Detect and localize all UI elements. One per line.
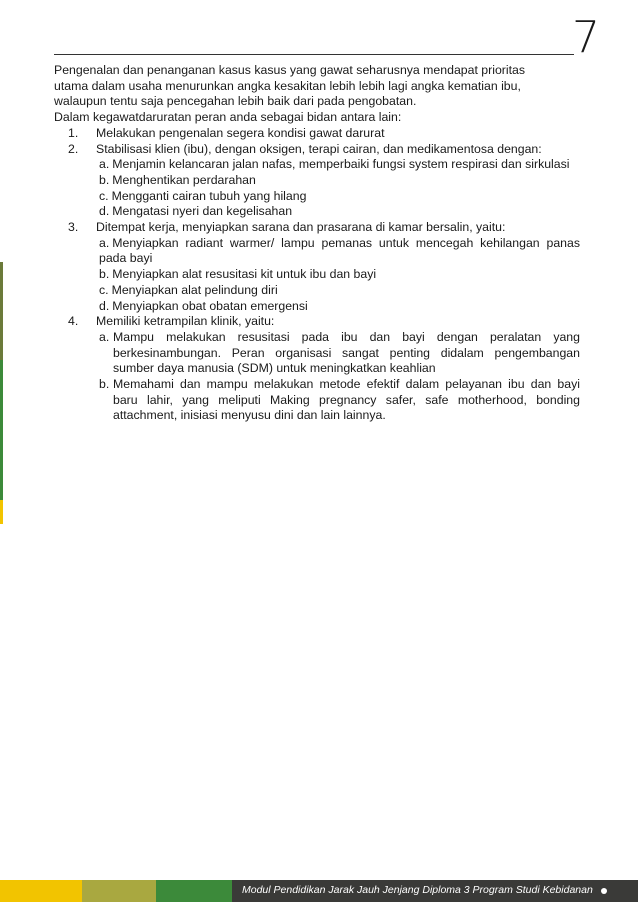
item-number: 2. (68, 141, 79, 156)
sub-text: Menyiapkan alat resusitasi kit untuk ibu dan bayi (112, 267, 377, 282)
sub-text: Menghentikan perdarahan (112, 172, 256, 187)
sub-letter: d. (99, 298, 110, 313)
role-list (54, 126, 580, 424)
sub-letter: b. (99, 267, 110, 282)
intro-paragraph (54, 63, 580, 126)
item-text: Melakukan pengenalan segera kondisi gawat darurat (96, 125, 385, 140)
sub-text: Memahami dan mampu melakukan metode efektif dalam pelayanan ibu dan bayi baru lahir, yang meliputi Making pregnancy safer, safe motherhood, bonding attachment, inisiasi menyusu dini dan lain lainnya. (113, 377, 580, 423)
page-body (54, 63, 580, 424)
list-item (54, 126, 580, 142)
item-number: 4. (68, 314, 79, 329)
sub-letter: d. (99, 204, 110, 219)
sub-list (96, 236, 580, 315)
item-text: Memiliki ketrampilan klinik, yaitu: (96, 314, 275, 329)
sub-item (99, 189, 580, 205)
item-number: 3. (68, 220, 79, 235)
page-number: 7 (572, 12, 600, 63)
side-marker (0, 262, 3, 360)
footer-bar (0, 880, 638, 902)
header-rule (54, 54, 574, 55)
sub-item (99, 173, 580, 189)
intro-line: utama dalam usaha menurunkan angka kesakitan lebih lebih lagi angka kematian ibu, (54, 78, 521, 93)
item-text: Stabilisasi klien (ibu), dengan oksigen, terapi cairan, dan medikamentosa dengan: (96, 141, 542, 156)
list-item (54, 220, 580, 314)
sub-letter: c. (99, 188, 109, 203)
item-number: 1. (68, 125, 79, 140)
footer-color-block (82, 880, 156, 902)
sub-item (99, 157, 580, 173)
sub-letter: c. (99, 282, 109, 297)
sub-item (99, 267, 580, 283)
sub-letter: b. (99, 377, 110, 392)
sub-list (96, 330, 580, 424)
sub-item (99, 299, 580, 315)
sub-text: Menjamin kelancaran jalan nafas, memperbaiki fungsi system respirasi dan sirkulasi (112, 157, 570, 172)
sub-item (99, 204, 580, 220)
sub-text: Menyiapkan alat pelindung diri (111, 282, 278, 297)
sub-letter: a. (99, 235, 110, 250)
intro-line: Dalam kegawatdaruratan peran anda sebagai bidan antara lain: (54, 110, 402, 125)
sub-letter: a. (99, 329, 110, 344)
footer-title: Modul Pendidikan Jarak Jauh Jenjang Diploma 3 Program Studi Kebidanan (242, 884, 593, 896)
sub-item (99, 236, 580, 267)
sub-text: Mampu melakukan resusitasi pada ibu dan bayi dengan peralatan yang berkesinambungan. Peran organisasi sangat penting didalam pengembangan sumber daya manusia (SDM) untuk meningkatkan keahlian (113, 329, 580, 376)
sub-letter: b. (99, 172, 110, 187)
side-marker (0, 360, 3, 500)
sub-item (99, 377, 580, 424)
sub-text: Menyiapkan radiant warmer/ lampu pemanas untuk mencegah kehilangan panas pada bayi (99, 235, 580, 266)
footer-color-block (0, 880, 82, 902)
intro-line: Pengenalan dan penanganan kasus kasus yang gawat seharusnya mendapat prioritas (54, 63, 526, 77)
sub-list (96, 157, 580, 220)
sub-text: Mengganti cairan tubuh yang hilang (111, 188, 307, 203)
side-marker (0, 500, 3, 524)
sub-text: Menyiapkan obat obatan emergensi (112, 298, 308, 313)
list-item (54, 142, 580, 221)
item-text: Ditempat kerja, menyiapkan sarana dan prasarana di kamar bersalin, yaitu: (96, 220, 506, 235)
sub-letter: a. (99, 157, 110, 172)
sub-item (99, 330, 580, 377)
sub-text: Mengatasi nyeri dan kegelisahan (112, 204, 293, 219)
footer-color-block (156, 880, 232, 902)
list-item (54, 314, 580, 424)
bullet-icon (601, 888, 607, 894)
sub-item (99, 283, 580, 299)
intro-line: walaupun tentu saja pencegahan lebih baik dari pada pengobatan. (54, 94, 417, 109)
